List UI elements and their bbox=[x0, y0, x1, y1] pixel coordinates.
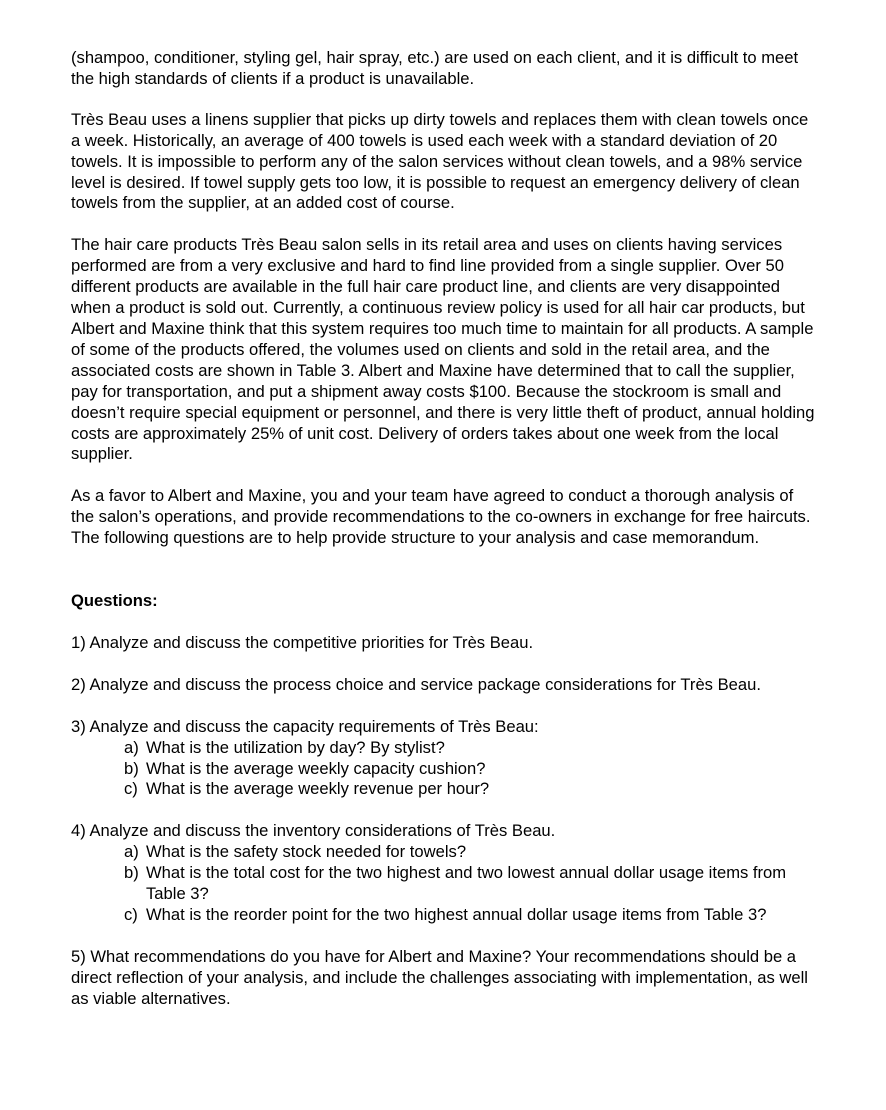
question-3-text: 3) Analyze and discuss the capacity requirements of Très Beau: bbox=[71, 716, 539, 736]
question-4a bbox=[124, 842, 816, 863]
paragraph-analysis-favor: As a favor to Albert and Maxine, you and your team have agreed to conduct a thorough analysis of the salon’s operations, and provide recommendations to the co-owners in exchange for free haircuts. The following questions are to help provide structure to your analysis and case memorandum. bbox=[71, 486, 811, 548]
subitem-letter: a) bbox=[124, 737, 139, 757]
question-2: 2) Analyze and discuss the process choice and service package considerations for Très Beau. bbox=[71, 674, 761, 694]
question-1: 1) Analyze and discuss the competitive priorities for Très Beau. bbox=[71, 632, 534, 652]
question-3b bbox=[124, 759, 816, 780]
subitem-text: What is the safety stock needed for towels? bbox=[146, 842, 467, 862]
paragraph-products-intro: (shampoo, conditioner, styling gel, hair spray, etc.) are used on each client, and it is difficult to meet the high standards of clients if a product is unavailable. bbox=[71, 48, 799, 88]
paragraph-towels: Très Beau uses a linens supplier that picks up dirty towels and replaces them with clean towels once a week. Historically, an average of 400 towels is used each week with a standard deviation of 20 towels. It is impossible to perform any of the salon services without clean towels, and a 98% service level is desired. If towel supply gets too low, it is possible to request an emergency delivery of clean towels from the supplier, at an added cost of course. bbox=[71, 109, 809, 213]
question-4 bbox=[71, 821, 816, 926]
question-4-subitems bbox=[71, 842, 816, 926]
subitem-text: What is the total cost for the two highest and two lowest annual dollar usage items from Table 3? bbox=[146, 863, 787, 904]
question-4c bbox=[124, 905, 816, 926]
paragraph-hair-care-products: The hair care products Très Beau salon sells in its retail area and uses on clients having services performed are from a very exclusive and hard to find line provided from a single supplier. Over 50 different products are available in the full hair care product line, and clients are very disappointed when a product is sold out. Currently, a continuous review policy is used for all hair car products, but Albert and Maxine think that this system requires too much time to maintain for all products. A sample of some of the products offered, the volumes used on clients and sold in the retail area, and the associated costs are shown in Table 3. Albert and Maxine have determined that to call the supplier, pay for transportation, and put a shipment away costs $100. Because the stockroom is small and doesn’t require special equipment or personnel, and there is very little theft of product, annual holding costs are approximately 25% of unit cost. Delivery of orders takes about one week from the local supplier. bbox=[71, 235, 815, 464]
question-4b bbox=[124, 863, 816, 905]
subitem-letter: c) bbox=[124, 779, 138, 799]
subitem-letter: b) bbox=[124, 758, 139, 778]
subitem-text: What is the average weekly capacity cushion? bbox=[146, 758, 486, 778]
subitem-letter: a) bbox=[124, 842, 139, 862]
question-3a bbox=[124, 738, 816, 759]
question-3c bbox=[124, 779, 816, 800]
document-page bbox=[71, 48, 816, 1010]
question-3-subitems bbox=[71, 738, 816, 801]
questions-heading: Questions: bbox=[71, 591, 158, 611]
subitem-letter: b) bbox=[124, 863, 139, 883]
subitem-text: What is the average weekly revenue per hour? bbox=[146, 779, 490, 799]
subitem-text: What is the reorder point for the two highest annual dollar usage items from Table 3? bbox=[146, 905, 767, 924]
question-3 bbox=[71, 717, 816, 801]
subitem-letter: c) bbox=[124, 905, 138, 924]
question-5: 5) What recommendations do you have for Albert and Maxine? Your recommendations should be a direct reflection of your analysis, and include the challenges associating with implementation, as well as viable alternatives. bbox=[71, 946, 808, 1008]
subitem-text: What is the utilization by day? By stylist? bbox=[146, 737, 445, 757]
question-4-text: 4) Analyze and discuss the inventory considerations of Très Beau. bbox=[71, 821, 556, 841]
